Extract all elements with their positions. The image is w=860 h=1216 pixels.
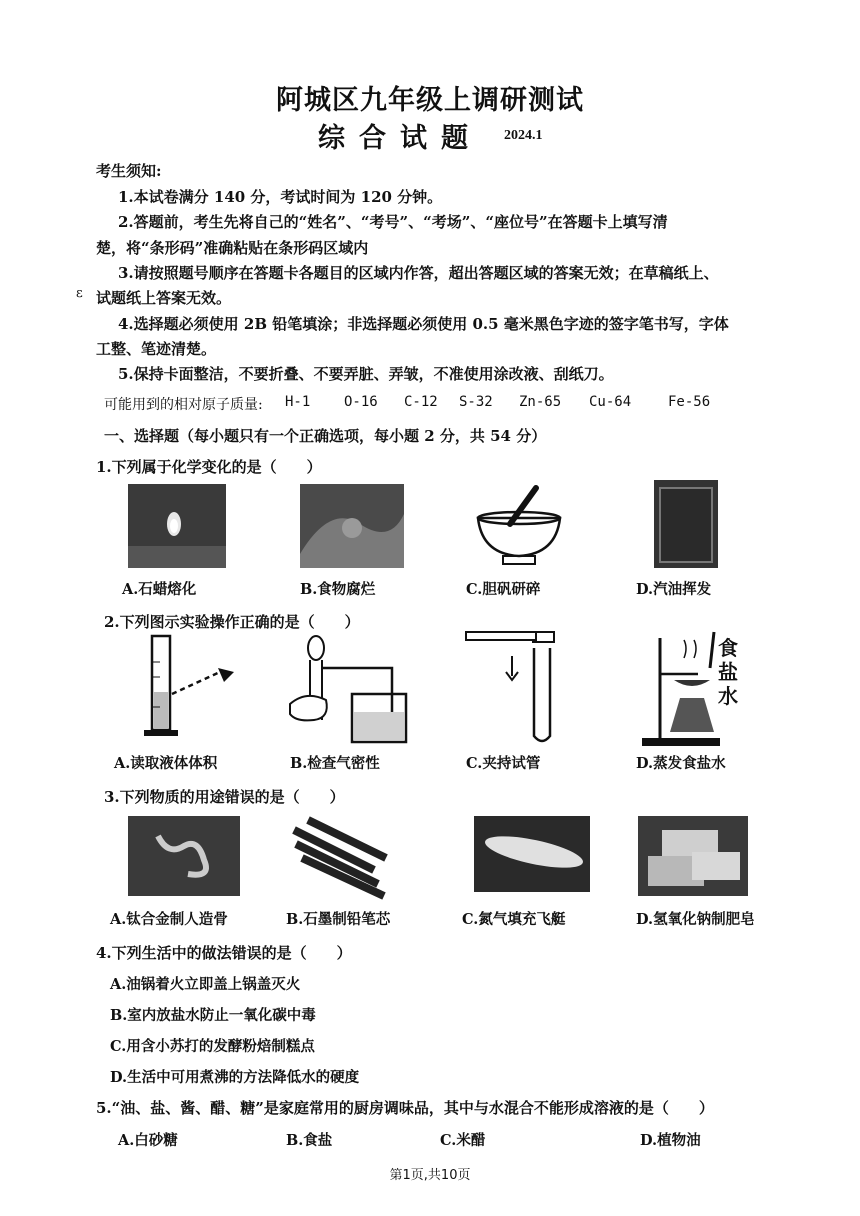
titanium-bone-photo — [128, 816, 240, 896]
atomic-mass: Zn-65 — [519, 394, 562, 410]
graphite-pencil-leads-icon — [288, 816, 392, 898]
notice-line: 工整、笔迹清楚。 — [96, 340, 217, 358]
gasoline-evaporation-photo — [654, 480, 718, 568]
q3-option-a: A.钛合金制人造骨 — [110, 911, 228, 928]
atomic-mass: S-32 — [459, 394, 493, 410]
salt-water-label-char: 盐 — [718, 660, 738, 684]
salt-water-label-char: 食 — [718, 636, 738, 660]
evaporation-setup-icon — [640, 628, 720, 748]
q2-option-a: A.读取液体体积 — [114, 755, 218, 772]
q1-option-a: A.石蜡熔化 — [122, 581, 197, 598]
q5-option-c: C.米醋 — [440, 1132, 486, 1149]
airship-photo — [474, 816, 590, 892]
notice-heading: 考生须知: — [96, 162, 162, 180]
atomic-mass: Fe-56 — [668, 394, 711, 410]
atomic-mass: O-16 — [344, 394, 378, 410]
q5-option-a: A.白砂糖 — [118, 1132, 178, 1149]
atomic-mass-label: 可能用到的相对原子质量: — [104, 397, 263, 413]
atomic-mass: H-1 — [285, 394, 311, 410]
question-3-stem: 3.下列物质的用途错误的是（ ） — [104, 788, 345, 806]
salt-water-label — [718, 636, 742, 708]
q2-option-d: D.蒸发食盐水 — [636, 755, 726, 772]
question-5-stem: 5.“油、盐、酱、醋、糖”是家庭常用的厨房调味品，其中与水混合不能形成溶液的是（ ） — [96, 1099, 714, 1117]
airtightness-check-icon — [286, 630, 406, 748]
q2-option-c: C.夹持试管 — [466, 755, 541, 772]
q5-option-d: D.植物油 — [640, 1132, 701, 1149]
q1-option-c: C.胆矾研碎 — [466, 581, 541, 598]
exam-subtitle: 综合试题 — [318, 123, 482, 154]
notice-line: 试题纸上答案无效。 — [96, 289, 232, 307]
question-4-stem: 4.下列生活中的做法错误的是（ ） — [96, 944, 352, 962]
question-2-stem: 2.下列图示实验操作正确的是（ ） — [104, 613, 360, 631]
notice-line: 1.本试卷满分 140 分，考试时间为 120 分钟。 — [118, 188, 443, 206]
q4-option-c: C.用含小苏打的发酵粉焙制糕点 — [110, 1038, 315, 1055]
q3-option-d: D.氢氧化钠制肥皂 — [636, 911, 755, 928]
page-number: 第1页,共10页 — [389, 1168, 471, 1183]
question-1-stem: 1.下列属于化学变化的是（ ） — [96, 458, 322, 476]
soap-photo — [638, 816, 748, 896]
q1-option-b: B.食物腐烂 — [300, 581, 376, 598]
notice-line: 3.请按照题号顺序在答题卡各题目的区域内作答，超出答题区域的答案无效；在草稿纸上、 — [118, 264, 719, 282]
notice-line: 2.答题前，考生先将自己的“姓名”、“考号”、“考场”、“座位号”在答题卡上填写清 — [118, 213, 668, 231]
q5-option-b: B.食盐 — [286, 1132, 333, 1149]
atomic-mass: Cu-64 — [589, 394, 632, 410]
q3-option-b: B.石墨制铅笔芯 — [286, 911, 391, 928]
exam-title: 阿城区九年级上调研测试 — [276, 85, 584, 116]
notice-line: 5.保持卡面整洁，不要折叠、不要弄脏、弄皱，不准使用涂改液、刮纸刀。 — [118, 365, 614, 383]
atomic-mass: C-12 — [404, 394, 438, 410]
margin-mark: ε — [76, 286, 83, 301]
q2-option-b: B.检查气密性 — [290, 755, 380, 772]
exam-date: 2024.1 — [504, 128, 543, 143]
rotten-food-photo — [300, 484, 404, 568]
section-heading: 一、选择题（每小题只有一个正确选项，每小题 2 分，共 54 分） — [104, 427, 547, 445]
mortar-pestle-icon — [470, 484, 568, 570]
q4-option-b: B.室内放盐水防止一氧化碳中毒 — [110, 1007, 316, 1024]
q4-option-a: A.油锅着火立即盖上锅盖灭火 — [110, 976, 301, 993]
test-tube-holder-icon — [462, 628, 572, 748]
salt-water-label-char: 水 — [718, 684, 738, 708]
candle-wax-photo — [128, 484, 226, 568]
graduated-cylinder-icon — [140, 632, 250, 748]
notice-line: 4.选择题必须使用 2B 铅笔填涂；非选择题必须使用 0.5 毫米黑色字迹的签字笔书写，字体 — [118, 315, 729, 333]
notice-line: 楚，将“条形码”准确粘贴在条形码区域内 — [96, 239, 369, 257]
q3-option-c: C.氮气填充飞艇 — [462, 911, 566, 928]
q1-option-d: D.汽油挥发 — [636, 581, 712, 598]
q4-option-d: D.生活中可用煮沸的方法降低水的硬度 — [110, 1069, 360, 1086]
